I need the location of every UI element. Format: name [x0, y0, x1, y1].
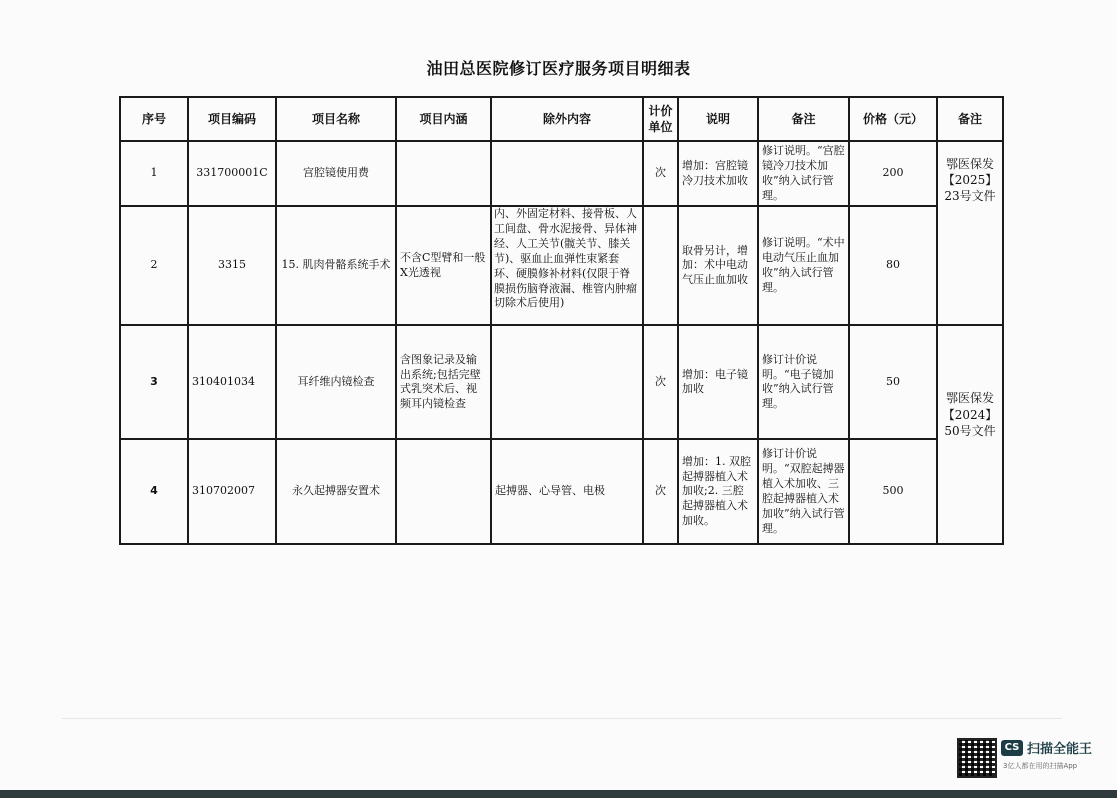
item-name: 永久起搏器安置术	[276, 439, 396, 544]
item-content: 不含C型臂和一般X光透视	[396, 206, 491, 325]
item-price: 80	[849, 206, 937, 325]
item-name: 耳纤维内镜检查	[276, 325, 396, 439]
item-unit: 次	[643, 439, 678, 544]
header-cell: 项目编码	[188, 97, 276, 141]
header-cell: 项目内涵	[396, 97, 491, 141]
item-exclude: 起搏器、心导管、电极	[491, 439, 643, 544]
scanner-tagline: 3亿人都在用的扫描App	[1003, 762, 1078, 770]
bottom-bar	[0, 790, 1117, 798]
item-unit: 次	[643, 141, 678, 206]
item-note: 修订说明。“宫腔镜冷刀技术加收”纳入试行管理。	[758, 141, 849, 206]
scanner-brand: 扫描全能王	[1027, 742, 1093, 757]
item-code: 331700001C	[188, 141, 276, 206]
qr-code-icon	[957, 738, 997, 778]
item-price: 50	[849, 325, 937, 439]
row-number: 2	[120, 206, 188, 325]
item-unit: 次	[643, 325, 678, 439]
table-row	[120, 325, 1003, 439]
item-code: 310702007	[188, 439, 276, 544]
item-code: 3315	[188, 206, 276, 325]
item-price: 200	[849, 141, 937, 206]
item-content	[396, 141, 491, 206]
header-cell: 项目名称	[276, 97, 396, 141]
header-cell: 备注	[937, 97, 1003, 141]
item-code: 310401034	[188, 325, 276, 439]
footer-divider	[62, 718, 1062, 719]
item-desc: 增加：宫腔镜冷刀技术加收	[678, 141, 758, 206]
row-number: 3	[120, 325, 188, 439]
header-cell: 计价单位	[643, 97, 678, 141]
item-exclude	[491, 206, 643, 325]
item-exclude	[491, 141, 643, 206]
doc-reference: 鄂医保发【2025】23号文件	[937, 141, 1003, 325]
row-number: 1	[120, 141, 188, 206]
item-price: 500	[849, 439, 937, 544]
doc-reference: 鄂医保发【2024】50号文件	[937, 325, 1003, 544]
item-note: 修订说明。“术中电动气压止血加收”纳入试行管理。	[758, 206, 849, 325]
header-cell: 序号	[120, 97, 188, 141]
table-header-row	[120, 97, 1003, 141]
item-content: 含图象记录及输出系统;包括完壁式乳突术后、视频耳内镜检查	[396, 325, 491, 439]
table-row	[120, 439, 1003, 544]
item-exclude	[491, 325, 643, 439]
item-unit	[643, 206, 678, 325]
header-cell: 价格（元）	[849, 97, 937, 141]
item-note: 修订计价说明。“电子镜加收”纳入试行管理。	[758, 325, 849, 439]
item-content	[396, 439, 491, 544]
item-name: 15. 肌肉骨骼系统手术	[276, 206, 396, 325]
exclude-text: 内、外固定材料、接骨板、人工间盘、骨水泥接骨、异体神经、人工关节(髋关节、膝关节)、驱血止血弹性束紧套环、硬膜修补材料(仅限于脊膜损伤脑脊液漏、椎管内肿瘤切除术后使用)	[494, 207, 637, 310]
item-name: 宫腔镜使用费	[276, 141, 396, 206]
service-items-table	[119, 96, 1004, 545]
item-desc: 增加：电子镜加收	[678, 325, 758, 439]
row-number: 4	[120, 439, 188, 544]
header-cell: 除外内容	[491, 97, 643, 141]
item-desc: 增加：1. 双腔起搏器植入术加收;2. 三腔起搏器植入术加收。	[678, 439, 758, 544]
page-title: 油田总医院修订医疗服务项目明细表	[426, 59, 691, 78]
header-cell: 备注	[758, 97, 849, 141]
header-cell: 说明	[678, 97, 758, 141]
item-note: 修订计价说明。“双腔起搏器植入术加收、三腔起搏器植入术加收”纳入试行管理。	[758, 439, 849, 544]
item-desc: 取骨另计，增加：术中电动气压止血加收	[678, 206, 758, 325]
table-row	[120, 141, 1003, 206]
cs-logo-badge: CS	[1001, 740, 1023, 756]
table-row	[120, 206, 1003, 325]
